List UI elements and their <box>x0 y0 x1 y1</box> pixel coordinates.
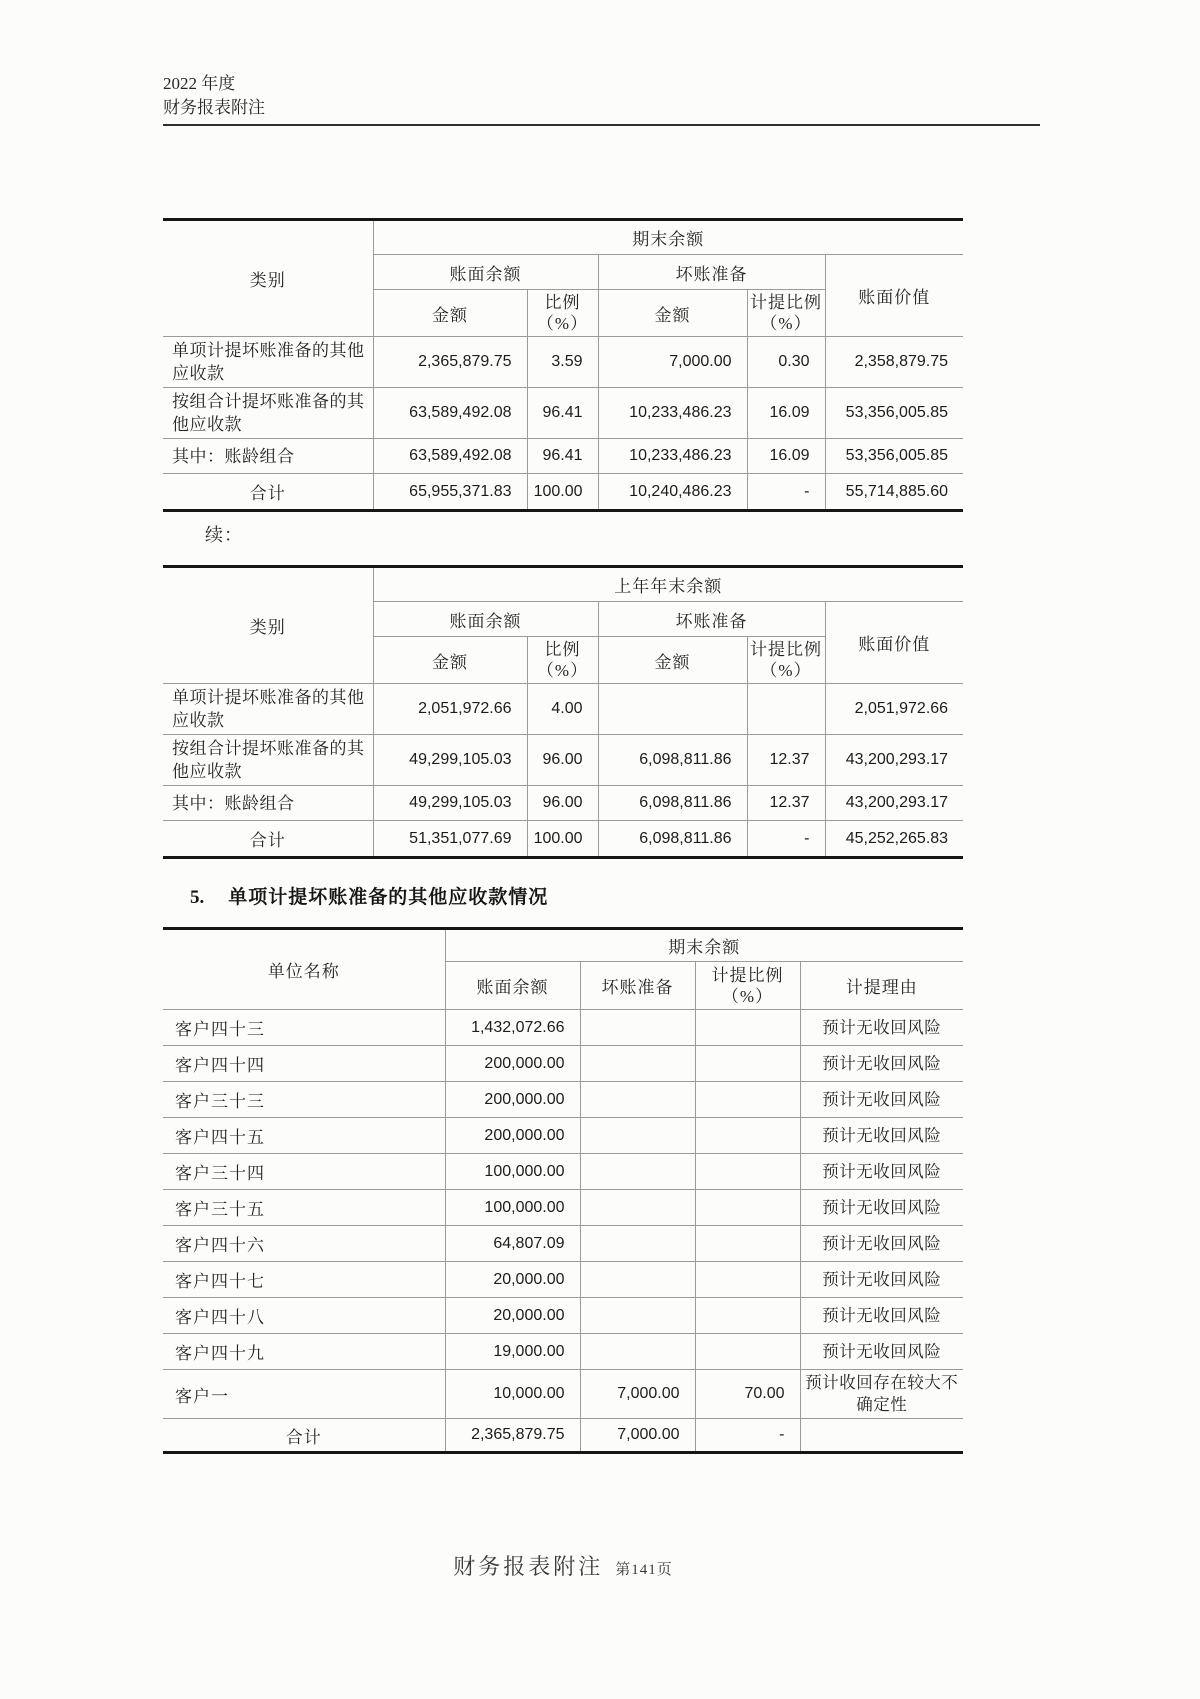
book-value-cell: 53,356,005.85 <box>825 439 963 474</box>
balance-cell: 200,000.00 <box>445 1118 580 1154</box>
reason-cell: 预计无收回风险 <box>800 1226 963 1262</box>
reason-cell: 预计收回存在较大不确定性 <box>800 1370 963 1419</box>
category-cell: 单项计提坏账准备的其他应收款 <box>163 337 373 388</box>
category-cell: 其中：账龄组合 <box>163 439 373 474</box>
hdr-provision-ratio <box>747 637 825 684</box>
amount-cell: 63,589,492.08 <box>373 439 527 474</box>
hdr-provision-ratio-line1: 计提比例 <box>750 293 822 312</box>
bad-debt-cell <box>580 1046 695 1082</box>
bad-debt-cell <box>580 1154 695 1190</box>
balance-cell: 200,000.00 <box>445 1082 580 1118</box>
bad-debt-cell: 6,098,811.86 <box>598 735 747 786</box>
book-value-cell: 43,200,293.17 <box>825 786 963 821</box>
hdr-book-value: 账面价值 <box>825 602 963 684</box>
hdr-category: 类别 <box>163 567 373 684</box>
bad-debt-cell <box>580 1298 695 1334</box>
bad-debt-cell: 7,000.00 <box>580 1370 695 1419</box>
table-row <box>163 1010 963 1046</box>
table-individual-provision <box>163 927 963 1454</box>
unit-cell: 客户四十七 <box>163 1262 445 1298</box>
ratio-cell: 96.41 <box>527 439 598 474</box>
doc-header-year: 2022 年度 <box>163 74 236 93</box>
reason-cell: 预计无收回风险 <box>800 1010 963 1046</box>
bad-debt-cell: 7,000.00 <box>580 1419 695 1453</box>
book-value-cell: 55,714,885.60 <box>825 474 963 511</box>
total-row <box>163 1419 963 1453</box>
reason-cell: 预计无收回风险 <box>800 1262 963 1298</box>
book-value-cell: 2,358,879.75 <box>825 337 963 388</box>
ratio-cell: 96.00 <box>527 786 598 821</box>
hdr-ratio-line1: 比例 <box>544 640 581 659</box>
bad-debt-cell: 6,098,811.86 <box>598 786 747 821</box>
provision-ratio-cell: 16.09 <box>747 439 825 474</box>
amount-cell: 49,299,105.03 <box>373 735 527 786</box>
unit-cell: 客户四十四 <box>163 1046 445 1082</box>
ratio-cell <box>695 1298 800 1334</box>
unit-cell: 客户三十五 <box>163 1190 445 1226</box>
hdr-provision-ratio-line2: （%） <box>760 661 812 680</box>
unit-cell: 客户四十八 <box>163 1298 445 1334</box>
section5-number: 5. <box>190 887 205 908</box>
ratio-cell <box>695 1154 800 1190</box>
amount-cell: 63,589,492.08 <box>373 388 527 439</box>
hdr-amount: 金额 <box>373 637 527 684</box>
amount-cell: 2,365,879.75 <box>373 337 527 388</box>
ratio-cell <box>695 1226 800 1262</box>
table-row <box>163 1118 963 1154</box>
bad-debt-cell: 7,000.00 <box>598 337 747 388</box>
doc-header <box>163 72 265 120</box>
ratio-cell <box>695 1334 800 1370</box>
doc-header-title: 财务报表附注 <box>163 98 265 117</box>
ratio-cell: 100.00 <box>527 474 598 511</box>
ratio-cell <box>695 1190 800 1226</box>
hdr-amount: 金额 <box>598 290 747 337</box>
table-row <box>163 684 963 735</box>
hdr-provision-ratio-line2: （%） <box>721 986 774 1006</box>
hdr-ratio-line1: 比例 <box>544 293 581 312</box>
bad-debt-cell <box>580 1334 695 1370</box>
book-value-cell: 53,356,005.85 <box>825 388 963 439</box>
page-footer <box>163 1550 963 1581</box>
hdr-period-end: 期末余额 <box>373 220 963 255</box>
table-row <box>163 1298 963 1334</box>
unit-cell: 客户四十九 <box>163 1334 445 1370</box>
hdr-book-balance: 账面余额 <box>445 962 580 1010</box>
bad-debt-cell: 10,233,486.23 <box>598 439 747 474</box>
table-row <box>163 439 963 474</box>
ratio-cell <box>695 1082 800 1118</box>
hdr-book-balance: 账面余额 <box>373 255 598 290</box>
hdr-bad-debt-provision: 坏账准备 <box>598 255 825 290</box>
table-row <box>163 1046 963 1082</box>
balance-cell: 20,000.00 <box>445 1298 580 1334</box>
balance-cell: 100,000.00 <box>445 1190 580 1226</box>
ratio-cell <box>695 1262 800 1298</box>
category-cell: 按组合计提坏账准备的其他应收款 <box>163 735 373 786</box>
book-value-cell: 2,051,972.66 <box>825 684 963 735</box>
category-cell: 单项计提坏账准备的其他应收款 <box>163 684 373 735</box>
ratio-cell: 96.41 <box>527 388 598 439</box>
table-row <box>163 388 963 439</box>
hdr-category: 类别 <box>163 220 373 337</box>
book-value-cell: 45,252,265.83 <box>825 821 963 858</box>
unit-cell: 客户四十五 <box>163 1118 445 1154</box>
balance-cell: 64,807.09 <box>445 1226 580 1262</box>
hdr-ratio <box>527 290 598 337</box>
unit-cell: 客户四十六 <box>163 1226 445 1262</box>
table-row <box>163 1226 963 1262</box>
ratio-cell: - <box>695 1419 800 1453</box>
hdr-provision-ratio <box>695 962 800 1010</box>
total-label: 合计 <box>163 821 373 858</box>
category-cell: 其中：账龄组合 <box>163 786 373 821</box>
reason-cell: 预计无收回风险 <box>800 1046 963 1082</box>
unit-cell: 客户四十三 <box>163 1010 445 1046</box>
total-label: 合计 <box>163 474 373 511</box>
balance-cell: 20,000.00 <box>445 1262 580 1298</box>
category-cell: 按组合计提坏账准备的其他应收款 <box>163 388 373 439</box>
table-row <box>163 1370 963 1419</box>
table-row <box>163 1334 963 1370</box>
hdr-bad-debt-provision: 坏账准备 <box>598 602 825 637</box>
hdr-provision-ratio <box>747 290 825 337</box>
balance-cell: 19,000.00 <box>445 1334 580 1370</box>
bad-debt-cell <box>580 1118 695 1154</box>
reason-cell: 预计无收回风险 <box>800 1298 963 1334</box>
amount-cell: 65,955,371.83 <box>373 474 527 511</box>
provision-ratio-cell: 12.37 <box>747 786 825 821</box>
table-row <box>163 1262 963 1298</box>
hdr-provision-ratio-line1: 计提比例 <box>711 965 784 985</box>
header-rule <box>163 124 1040 126</box>
table-row <box>163 1190 963 1226</box>
ratio-cell <box>695 1010 800 1046</box>
table-current-period <box>163 218 963 512</box>
bad-debt-cell <box>580 1010 695 1046</box>
hdr-period-end: 期末余额 <box>445 929 963 962</box>
ratio-cell: 3.59 <box>527 337 598 388</box>
provision-ratio-cell <box>747 684 825 735</box>
section5-heading <box>190 882 548 909</box>
footer-page-number: 第141页 <box>615 1562 673 1578</box>
provision-ratio-cell: 0.30 <box>747 337 825 388</box>
provision-ratio-cell: 16.09 <box>747 388 825 439</box>
unit-cell: 客户三十三 <box>163 1082 445 1118</box>
unit-cell: 客户一 <box>163 1370 445 1419</box>
hdr-amount: 金额 <box>598 637 747 684</box>
amount-cell: 2,051,972.66 <box>373 684 527 735</box>
balance-cell: 100,000.00 <box>445 1154 580 1190</box>
balance-cell: 200,000.00 <box>445 1046 580 1082</box>
continued-label: 续： <box>205 525 243 545</box>
reason-cell: 预计无收回风险 <box>800 1334 963 1370</box>
table-row <box>163 337 963 388</box>
bad-debt-cell: 10,240,486.23 <box>598 474 747 511</box>
ratio-cell <box>695 1118 800 1154</box>
reason-cell <box>800 1419 963 1453</box>
hdr-provision-reason: 计提理由 <box>800 962 963 1010</box>
hdr-book-value: 账面价值 <box>825 255 963 337</box>
hdr-book-balance: 账面余额 <box>373 602 598 637</box>
ratio-cell <box>695 1046 800 1082</box>
reason-cell: 预计无收回风险 <box>800 1082 963 1118</box>
hdr-ratio-line2: （%） <box>536 314 589 333</box>
footer-title: 财务报表附注 <box>453 1554 604 1579</box>
hdr-unit-name: 单位名称 <box>163 929 445 1010</box>
hdr-prior-year-end: 上年年末余额 <box>373 567 963 602</box>
reason-cell: 预计无收回风险 <box>800 1118 963 1154</box>
balance-cell: 2,365,879.75 <box>445 1419 580 1453</box>
provision-ratio-cell: - <box>747 474 825 511</box>
unit-cell: 客户三十四 <box>163 1154 445 1190</box>
hdr-ratio-line2: （%） <box>536 661 589 680</box>
table-row <box>163 1154 963 1190</box>
bad-debt-cell <box>580 1262 695 1298</box>
section5-title: 单项计提坏账准备的其他应收款情况 <box>228 887 549 908</box>
total-label: 合计 <box>163 1419 445 1453</box>
hdr-ratio <box>527 637 598 684</box>
amount-cell: 51,351,077.69 <box>373 821 527 858</box>
hdr-bad-debt-provision: 坏账准备 <box>580 962 695 1010</box>
bad-debt-cell: 6,098,811.86 <box>598 821 747 858</box>
total-row <box>163 474 963 511</box>
bad-debt-cell: 10,233,486.23 <box>598 388 747 439</box>
hdr-provision-ratio-line1: 计提比例 <box>750 640 822 659</box>
book-value-cell: 43,200,293.17 <box>825 735 963 786</box>
ratio-cell: 96.00 <box>527 735 598 786</box>
table-row <box>163 735 963 786</box>
ratio-cell: 70.00 <box>695 1370 800 1419</box>
bad-debt-cell <box>580 1082 695 1118</box>
provision-ratio-cell: 12.37 <box>747 735 825 786</box>
hdr-provision-ratio-line2: （%） <box>760 314 812 333</box>
table-prior-year <box>163 565 963 859</box>
ratio-cell: 100.00 <box>527 821 598 858</box>
ratio-cell: 4.00 <box>527 684 598 735</box>
amount-cell: 49,299,105.03 <box>373 786 527 821</box>
reason-cell: 预计无收回风险 <box>800 1190 963 1226</box>
bad-debt-cell <box>580 1226 695 1262</box>
table-row <box>163 1082 963 1118</box>
balance-cell: 10,000.00 <box>445 1370 580 1419</box>
balance-cell: 1,432,072.66 <box>445 1010 580 1046</box>
reason-cell: 预计无收回风险 <box>800 1154 963 1190</box>
bad-debt-cell <box>580 1190 695 1226</box>
hdr-amount: 金额 <box>373 290 527 337</box>
table-row <box>163 786 963 821</box>
bad-debt-cell <box>598 684 747 735</box>
total-row <box>163 821 963 858</box>
provision-ratio-cell: - <box>747 821 825 858</box>
